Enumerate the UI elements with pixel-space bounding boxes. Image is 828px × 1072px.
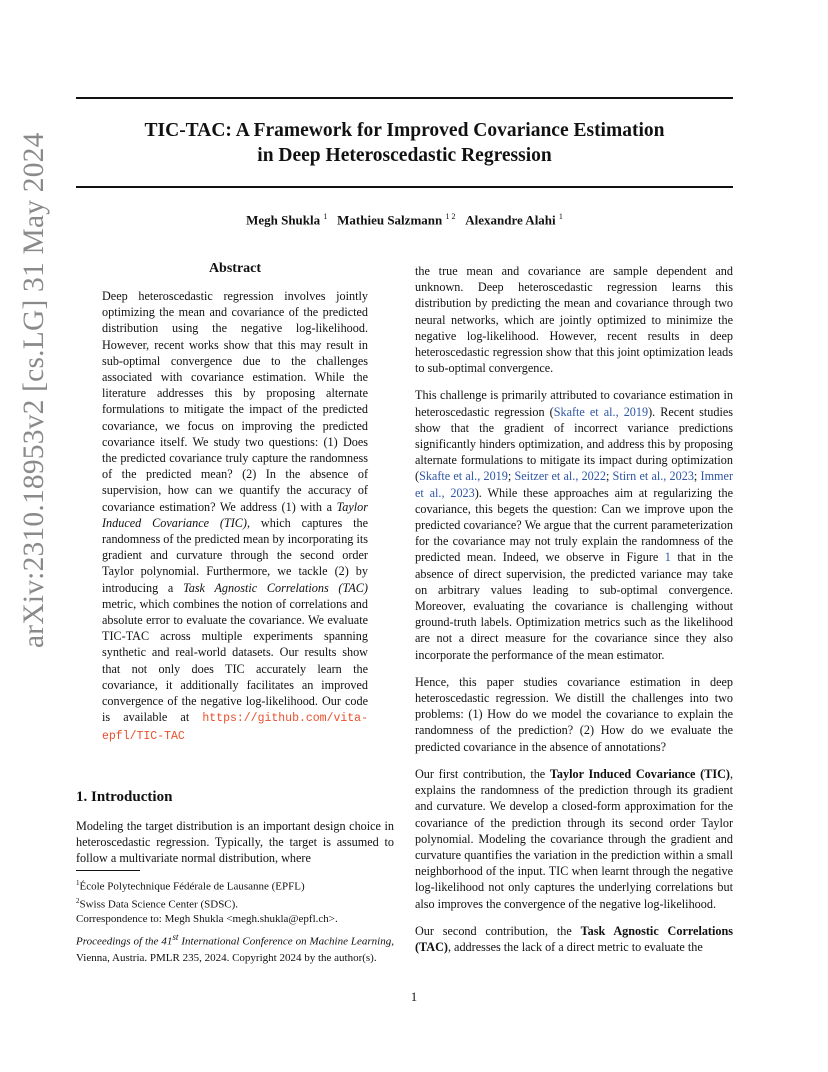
footnote-mark: 2 <box>76 896 80 905</box>
top-rule <box>76 97 733 99</box>
text-span: This challenge is primarily attributed to covariance estimation in heteroscedastic regression ( <box>415 388 733 419</box>
citation-link[interactable]: Skafte et al., 2019 <box>553 404 649 419</box>
proceedings-number: 41 <box>161 935 173 948</box>
text-span: ; <box>605 469 613 484</box>
abstract-part: , which captures the randomness of the predicted mean by incorporating its gradient and curvature through the second order Taylor polynomial. Furthermore, we tackle (2) by introducing a <box>102 515 368 595</box>
abstract-text <box>102 288 368 746</box>
footnote-mark: 1 <box>76 879 80 887</box>
proceedings-part: Proceedings of the <box>76 935 162 948</box>
author-affiliation: 1 2 <box>445 212 456 221</box>
text-span: ; <box>693 469 701 484</box>
title-line-1: TIC-TAC: A Framework for Improved Covariance Estimation <box>144 120 665 141</box>
text-span: , addresses the lack of a direct metric to evaluate the <box>447 939 703 954</box>
paper-title <box>76 118 733 168</box>
paragraph: Hence, this paper studies covariance estimation in deep heteroscedastic regression. We distill the challenges into two problems: (1) How do we model the covariance to explain the randomness of the prediction? (2) How do we evaluate the predicted covariance in the absence of annotations? <box>415 674 733 754</box>
text-span: Our second contribution, the <box>415 923 581 938</box>
paragraph <box>415 923 733 955</box>
citation-link[interactable]: Seitzer et al., 2022 <box>514 469 606 484</box>
paragraph: the true mean and covariance are sample dependent and unknown. Deep heteroscedastic regression learns this distribution by predicting the mean and covariance through two neural networks, which are jointly optimized to minimize the negative log-likelihood. However, recent results in deep heteroscedastic regression show that this joint optimization leads to sub-optimal convergence. <box>415 264 733 376</box>
author-affiliation: 1 <box>558 212 563 221</box>
author-name: Megh Shukla <box>246 212 321 228</box>
text-span: ). Recent studies show that the gradient of incorrect variance predictions significantly hinders optimization, and address this by proposing alternate formulations to mitigate its impact during optimization ( <box>415 404 733 484</box>
abstract-emphasis: Task Agnostic Correlations (TAC) <box>183 580 368 595</box>
abstract-emphasis: Taylor Induced Covariance (TIC) <box>102 499 368 530</box>
bold-term: Task Agnostic Correlations (TAC) <box>415 923 733 954</box>
abstract-part: metric, which combines the notion of correlations and absolute error to evaluate the covariance. We evaluate TIC-TAC across multiple experiments spanning synthetic and real-world datasets. Our results show that not only does TIC accurately learn the covariance, it additionally facilitates an improved convergence of the negative log-likelihood. Our code is available at <box>102 596 368 725</box>
footnote-rule <box>76 870 140 871</box>
text-span: Our first contribution, the <box>415 766 550 781</box>
abstract-part: Deep heteroscedastic regression involves jointly optimizing the mean and covariance of the predicted distribution using the negative log-likelihood. However, recent works show that this may result in sub-optimal convergence due to the challenges associated with covariance estimation. While the literature addresses this by proposing alternate formulations to mitigate the impact of the predicted covariance, we focus on improving the predicted covariance itself. We study two questions: (1) Does the predicted covariance truly capture the randomness of the predicted mean? (2) In the absence of supervision, how can we quantify the accuracy of covariance estimation? We address (1) with a <box>102 289 368 514</box>
citation-link[interactable]: Immer et al., 2023 <box>415 469 734 500</box>
code-link[interactable]: https://github.com/vita-epfl/TIC-TAC <box>102 712 368 744</box>
footnote-2 <box>76 894 396 912</box>
author-affiliation: 1 <box>323 212 328 221</box>
intro-paragraph <box>76 818 394 867</box>
footnote-text: École Polytechnique Fédérale de Lausanne (EPFL) <box>79 880 305 893</box>
correspondence: Correspondence to: Megh Shukla <megh.shukla@epfl.ch>. <box>76 912 338 925</box>
right-column <box>415 263 733 966</box>
citation-link[interactable]: Skafte et al., 2019 <box>419 469 508 484</box>
author-name: Alexandre Alahi <box>465 212 556 228</box>
intro-text: Modeling the target distribution is an important design choice in heteroscedastic regression. Typically, the target is assumed to follow a multivariate normal distribution, where <box>76 819 394 866</box>
figure-reference-link[interactable]: 1 <box>664 550 671 565</box>
abstract-heading: Abstract <box>208 261 262 276</box>
proceedings-note <box>76 929 394 966</box>
footnotes <box>76 876 396 926</box>
proceedings-ordinal: st <box>172 932 179 942</box>
text-span: ). While these approaches aim at regularizing the covariance, this begets the question: Can we improve upon the predicted covariance? We argue that the current parameterization for the covariance may not truly explain the randomness of the predicted mean. Indeed, we observe in Figure <box>415 485 734 565</box>
paragraph <box>415 387 733 662</box>
footnote-1 <box>76 876 396 894</box>
text-span: ; <box>507 469 515 484</box>
page-number: 1 <box>410 990 418 1004</box>
proceedings-part: International Conference on Machine Learning <box>178 935 392 948</box>
author-list <box>76 212 733 228</box>
proceedings-part: , Vienna, Austria. PMLR 235, 2024. Copyright 2024 by the author(s). <box>76 935 394 964</box>
footnote-text: Swiss Data Science Center (SDSC). <box>79 898 239 911</box>
arxiv-identifier: arXiv:2310.18953v2 [cs.LG] 31 May 2024 <box>18 132 50 648</box>
author-name: Mathieu Salzmann <box>337 212 443 228</box>
paragraph <box>415 766 733 912</box>
title-bottom-rule <box>76 186 733 188</box>
title-line-2: in Deep Heteroscedastic Regression <box>257 145 552 166</box>
text-span: that in the absence of direct supervision, the predicted variance may take on arbitrary values leading to sub-optimal convergence. Moreover, evaluating the covariance is challenging without ground-truth labels. Optimization metrics such as the likelihood are not a direct measure for the covariance since they also incorporate the performance of the mean estimator. <box>415 550 733 662</box>
bold-term: Taylor Induced Covariance (TIC) <box>549 766 730 781</box>
citation-link[interactable]: Stirn et al., 2023 <box>612 469 694 484</box>
text-span: , explains the randomness of the prediction through its gradient and curvature. We develop a closed-form approximation for the covariance of the prediction through its second order Taylor polynomial. Modeling the covariance through the gradient and curvature quantifies the variation in the prediction within a small neighborhood of the input. TIC when learnt through the negative log-likelihood not only captures the underlying correlations but also improves the convergence of the negative log-likelihood. <box>415 766 733 911</box>
section-heading-introduction: 1. Introduction <box>76 789 173 805</box>
